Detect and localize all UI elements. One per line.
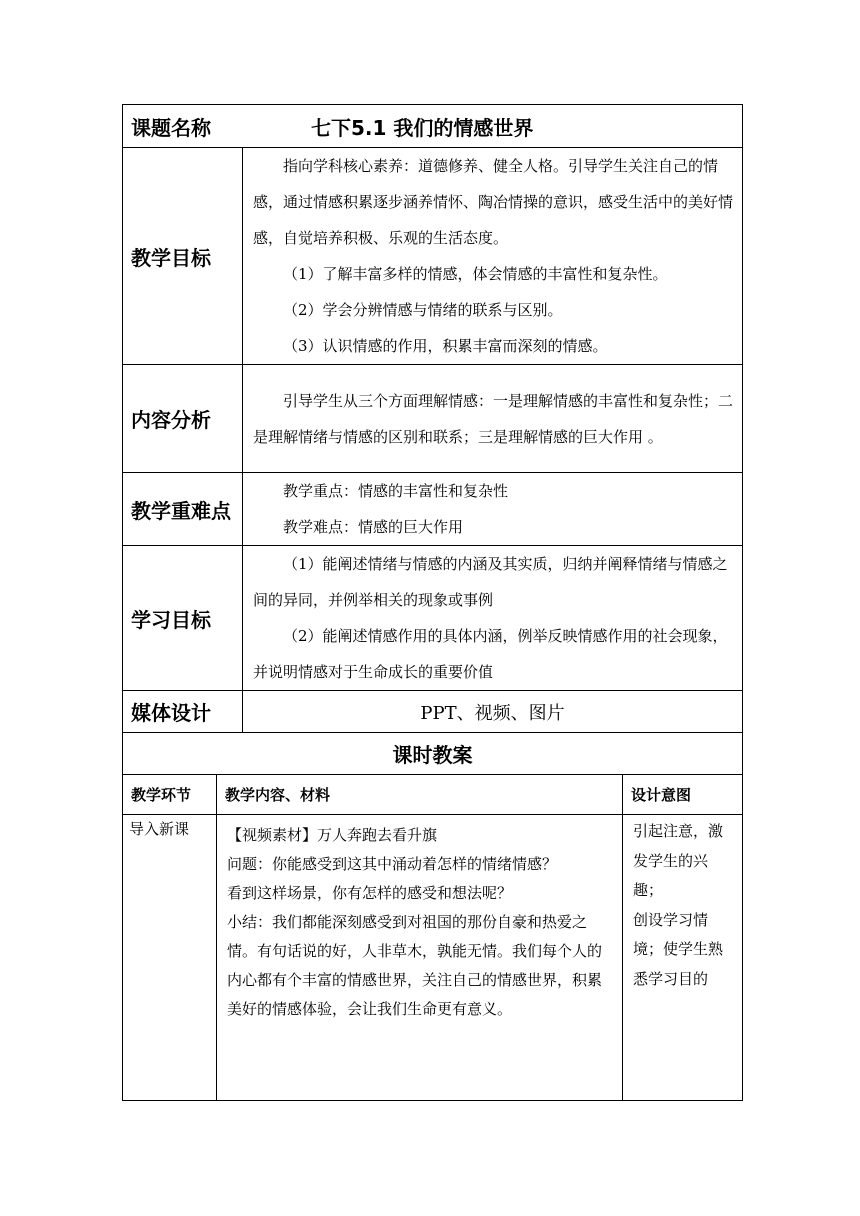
analysis-label: 内容分析 xyxy=(123,365,243,473)
key-point-important: 教学重点：情感的丰富性和复杂性 xyxy=(283,482,509,500)
stage-cell: 导入新课 xyxy=(123,815,217,1101)
design-cell xyxy=(623,815,743,1101)
topic-title: 七下5.1 我们的情感世界 xyxy=(311,115,534,140)
content-line: 看到这样场景，你有怎样的感受和想法呢？ xyxy=(227,884,513,902)
content-line: 问题：你能感受到这其中涌动着怎样的情绪情感？ xyxy=(227,855,558,873)
analysis-content xyxy=(243,365,743,473)
header-content: 教学内容、材料 xyxy=(217,775,623,815)
lesson-plan-title: 课时教案 xyxy=(123,733,743,775)
topic-label: 课题名称 xyxy=(131,115,211,140)
lesson-plan-header-row xyxy=(123,775,743,815)
learning-goal-item: （2）能阐述情感作用的具体内涵，例举反映情感作用的社会现象，并说明情感对于生命成长的重要价值 xyxy=(253,627,728,681)
media-value: PPT、视频、图片 xyxy=(243,691,743,733)
learning-goals-row xyxy=(123,546,743,691)
goals-content xyxy=(243,148,743,365)
goals-intro: 指向学科核心素养：道德修养、健全人格。引导学生关注自己的情感，通过情感积累逐步涵养情怀、陶冶情操的意识，感受生活中的美好情感，自觉培养积极、乐观的生活态度。 xyxy=(253,157,734,247)
key-points-label: 教学重难点 xyxy=(123,473,243,546)
goal-item: （2）学会分辨情感与情绪的联系与区别。 xyxy=(283,301,563,319)
design-line: 创设学习情境；使学生熟悉学习目的 xyxy=(633,910,724,988)
lesson-plan-row xyxy=(123,815,743,1101)
header-design: 设计意图 xyxy=(623,775,743,815)
key-points-content xyxy=(243,473,743,546)
design-line: 引起注意，激发学生的兴趣； xyxy=(633,822,724,899)
analysis-row xyxy=(123,365,743,473)
key-point-difficult: 教学难点：情感的巨大作用 xyxy=(283,518,464,536)
header-stage: 教学环节 xyxy=(123,775,217,815)
goal-item: （3）认识情感的作用，积累丰富而深刻的情感。 xyxy=(283,337,608,355)
goals-label: 教学目标 xyxy=(123,148,243,365)
goal-item: （1）了解丰富多样的情感，体会情感的丰富性和复杂性。 xyxy=(283,265,668,283)
lesson-plan-title-row xyxy=(123,733,743,775)
media-row xyxy=(123,691,743,733)
goals-row xyxy=(123,148,743,365)
media-label: 媒体设计 xyxy=(123,691,243,733)
topic-cell xyxy=(123,105,743,148)
content-cell xyxy=(217,815,623,1101)
learning-goals-content xyxy=(243,546,743,691)
analysis-text: 引导学生从三个方面理解情感：一是理解情感的丰富性和复杂性；二是理解情绪与情感的区别和联系；三是理解情感的巨大作用 。 xyxy=(253,391,734,446)
learning-goal-item: （1）能阐述情绪与情感的内涵及其实质，归纳并阐释情绪与情感之间的异同，并例举相关的现象或事例 xyxy=(253,555,728,609)
content-line: 小结：我们都能深刻感受到对祖国的那份自豪和热爱之情。有句话说的好，人非草木，孰能无情。我们每个人的内心都有个丰富的情感世界，关注自己的情感世界，积累美好的情感体验，会让我们生命更有意义。 xyxy=(227,913,603,1018)
content-line: 【视频素材】万人奔跑去看升旗 xyxy=(227,826,438,844)
title-row xyxy=(123,105,743,148)
key-points-row xyxy=(123,473,743,546)
learning-goals-label: 学习目标 xyxy=(123,546,243,691)
lesson-plan-table xyxy=(122,104,743,1101)
